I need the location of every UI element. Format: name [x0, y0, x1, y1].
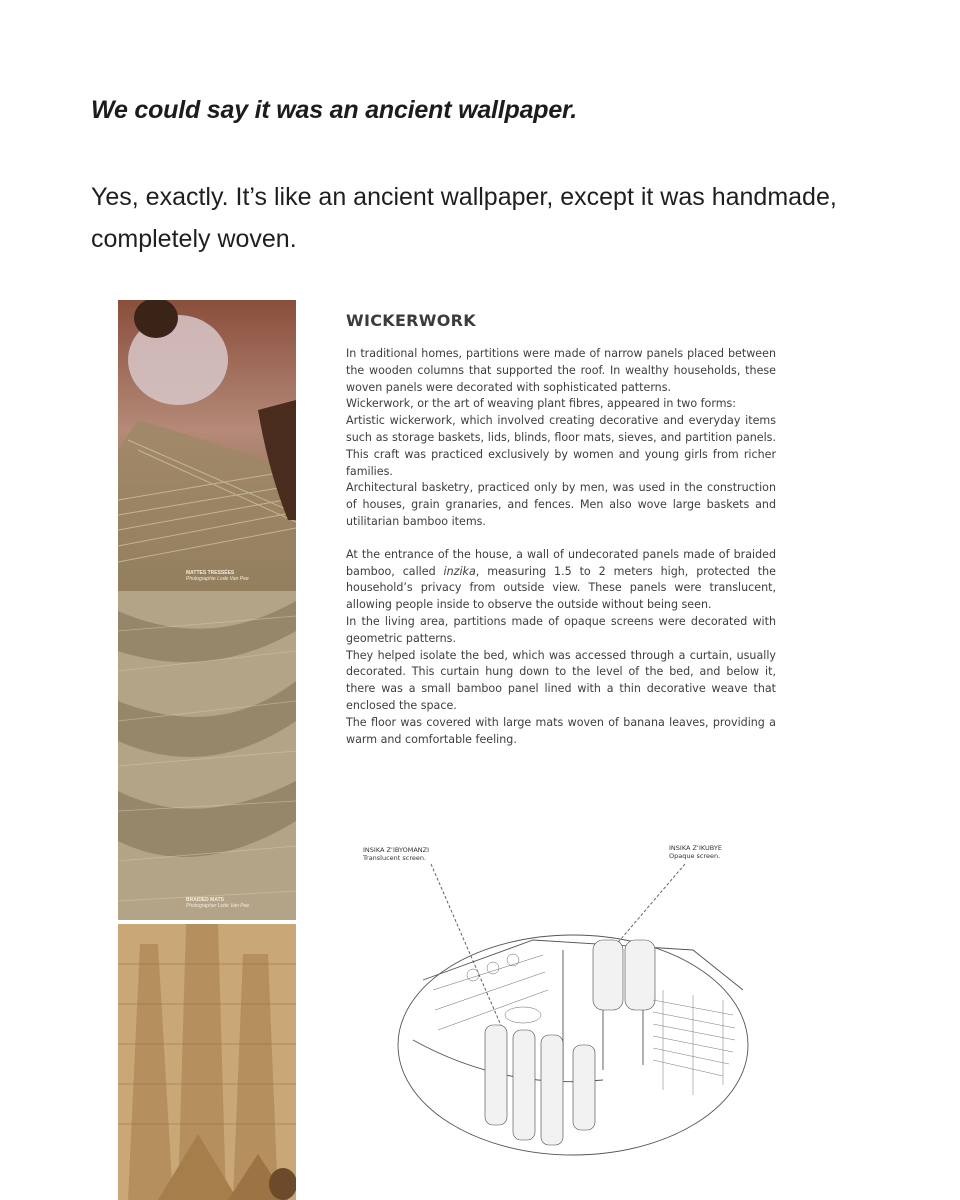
label-translucent-screen: INSIKA Z’IBYOMANZI Translucent screen. [363, 846, 430, 862]
section-body [346, 346, 776, 748]
photo-caption-2: BRAIDED MATS Photographer Lode Van Pee [186, 897, 250, 909]
house-interior-illustration [363, 840, 783, 1170]
label-opaque-screen: INSIKA Z’IKUBYE Opaque screen. [669, 844, 722, 860]
paragraph-inzika: At the entrance of the house, a wall of undecorated panels made of braided bamboo, called inzika, measuring 1.5 to 2 meters high, protected the household’s privacy from outside view. These panels were translucent, allowing people inside to observe the outside without being seen. [346, 547, 776, 612]
photo-weaving [118, 300, 296, 591]
paragraph: They helped isolate the bed, which was accessed through a curtain, usually decorated. This curtain hung down to the level of the bed, and below it, there was a small bamboo panel lined with a thin decorative weave that enclosed the space. [346, 648, 776, 712]
paragraph: The floor was covered with large mats woven of banana leaves, providing a warm and comfortable feeling. [346, 715, 776, 746]
paragraph: In the living area, partitions made of opaque screens were decorated with geometric patterns. [346, 614, 776, 645]
photo-braided-mats [118, 591, 296, 920]
section-heading: WICKERWORK [346, 311, 476, 330]
paragraph: Architectural basketry, practiced only by men, was used in the construction of houses, grain granaries, and fences. Men also wove large baskets and utilitarian bamboo items. [346, 481, 776, 528]
paragraph: Artistic wickerwork, which involved creating decorative and everyday items such as storage baskets, lids, blinds, floor mats, sieves, and partition panels. This craft was practiced exclusively by women and young girls from richer families. [346, 414, 776, 478]
photo-caption-1: MATTES TRESSÉES Photographie Lode Van Pee [186, 570, 249, 582]
photo-baskets [118, 924, 296, 1200]
scanned-page-image [118, 300, 798, 1200]
interview-answer: Yes, exactly. It’s like an ancient wallpaper, except it was handmade, completely woven. [91, 183, 837, 253]
paragraph: Wickerwork, or the art of weaving plant fibres, appeared in two forms: [346, 397, 737, 411]
paragraph: In traditional homes, partitions were made of narrow panels placed between the wooden columns that supported the roof. In wealthy households, these woven panels were decorated with sophisticated patterns. [346, 347, 776, 394]
interview-question: We could say it was an ancient wallpaper. [91, 96, 577, 124]
